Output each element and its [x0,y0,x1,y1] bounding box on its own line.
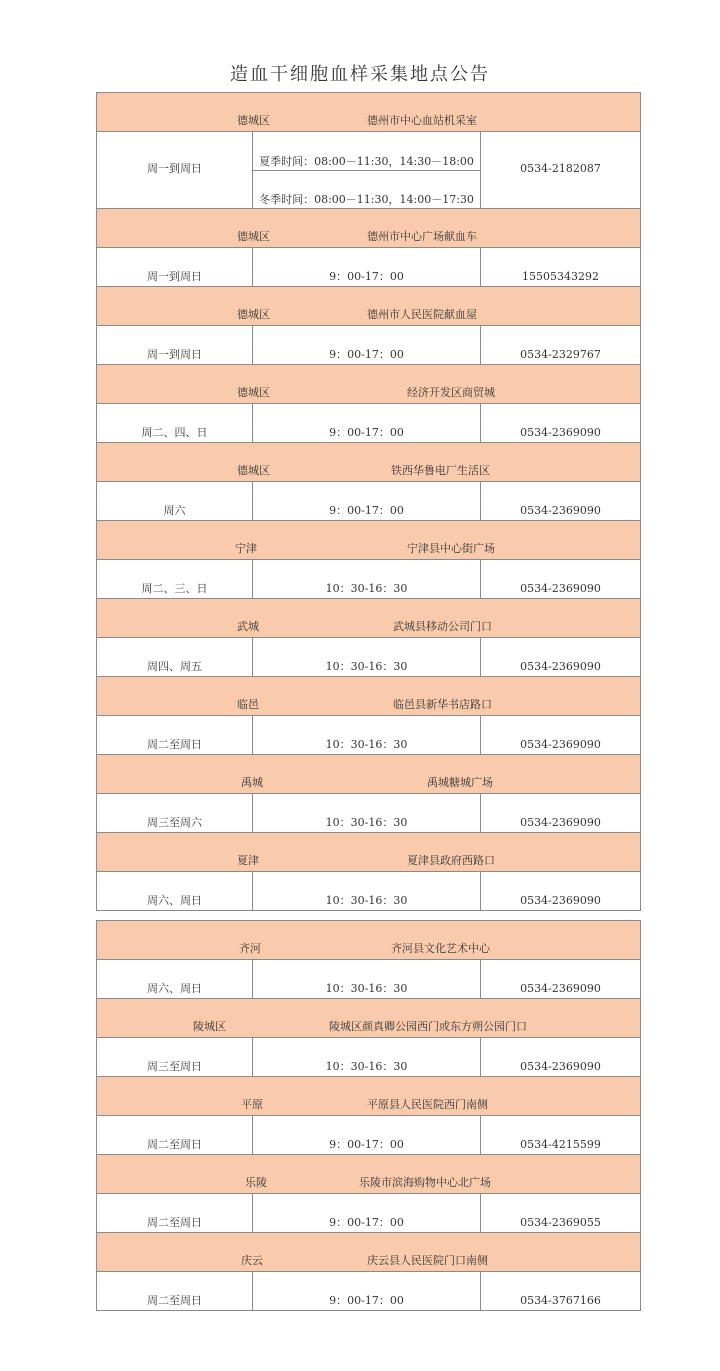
time-text: 10：30-16：30 [325,738,408,751]
location-name: 庆云县人民医院门口南侧 [367,1254,488,1267]
location-header-row [97,93,641,132]
location-header-row [97,287,641,326]
schedule-table-2 [96,920,641,1311]
location-header-cell [97,1233,641,1272]
schedule-row [97,1272,641,1311]
location-header-row [97,209,641,248]
days-cell [97,1116,253,1155]
days-cell [97,794,253,833]
days-cell [97,872,253,911]
phone-cell [481,794,641,833]
location-header-row [97,443,641,482]
summer-time-text: 夏季时间：08:00－11:30，14:30－18:00 [259,155,474,168]
schedule-row [97,960,641,999]
time-text: 9：00-17：00 [329,1216,404,1229]
location-name: 齐河县文化艺术中心 [391,942,490,955]
location-header-cell [97,209,641,248]
phone-text: 0534-2369090 [520,982,601,995]
days-text: 周二、四、日 [141,426,208,439]
time-text: 10：30-16：30 [325,894,408,907]
days-cell [97,248,253,287]
district-name: 庆云 [241,1254,263,1267]
schedule-row [97,872,641,911]
district-name: 夏津 [237,854,259,867]
time-cell [253,638,481,677]
location-header-cell [97,521,641,560]
time-cell [253,872,481,911]
phone-cell [481,482,641,521]
phone-cell [481,560,641,599]
days-text: 周四、周五 [147,660,202,673]
days-text: 周一到周日 [147,162,202,175]
location-name: 德州市中心广场献血车 [367,230,477,243]
district-name: 乐陵 [245,1176,267,1189]
schedule-row [97,560,641,599]
schedule-row [97,638,641,677]
days-cell [97,1272,253,1311]
location-header-row [97,677,641,716]
schedule-row [97,404,641,443]
district-name: 德城区 [237,114,270,127]
schedule-row [97,1116,641,1155]
days-cell [97,132,253,209]
phone-cell [481,1272,641,1311]
phone-text: 0534-2369090 [520,1060,601,1073]
time-cell [253,794,481,833]
location-header-cell [97,287,641,326]
days-text: 周一到周日 [147,270,202,283]
district-name: 德城区 [237,464,270,477]
schedule-row [97,326,641,365]
location-header-row [97,1155,641,1194]
days-text: 周六、周日 [147,894,202,907]
days-cell [97,716,253,755]
phone-cell [481,872,641,911]
time-cell [253,404,481,443]
time-cell [253,1116,481,1155]
schedule-row [97,794,641,833]
district-name: 齐河 [239,942,261,955]
location-header-cell [97,1155,641,1194]
phone-text: 0534-2369090 [520,426,601,439]
phone-text: 0534-2369090 [520,504,601,517]
location-name: 乐陵市滨海购物中心北广场 [359,1176,491,1189]
days-cell [97,638,253,677]
district-name: 德城区 [237,308,270,321]
schedule-row [97,716,641,755]
time-cell [253,326,481,365]
schedule-row [97,248,641,287]
time-text: 10：30-16：30 [325,1060,408,1073]
district-name: 德城区 [237,386,270,399]
location-header-cell [97,921,641,960]
phone-text: 0534-2182087 [520,162,601,175]
time-cell [253,716,481,755]
days-cell [97,560,253,599]
district-name: 武城 [237,620,259,633]
phone-text: 0534-2369090 [520,816,601,829]
phone-text: 0534-2329767 [520,348,601,361]
location-name: 平原县人民医院西门南侧 [367,1098,488,1111]
location-name: 临邑县新华书店路口 [393,698,492,711]
time-text: 9：00-17：00 [329,270,404,283]
location-header-cell [97,365,641,404]
days-text: 周二、三、日 [141,582,208,595]
district-name: 陵城区 [193,1020,226,1033]
days-text: 周二至周日 [147,1294,202,1307]
district-name: 宁津 [235,542,257,555]
schedule-table-1 [96,92,641,911]
days-cell [97,1194,253,1233]
schedule-row [97,1038,641,1077]
schedule-row [97,482,641,521]
winter-time-text: 冬季时间：08:00－11:30，14:00－17:30 [259,193,474,206]
district-name: 禹城 [241,776,263,789]
location-header-row [97,599,641,638]
time-cell [253,960,481,999]
location-header-cell [97,677,641,716]
location-header-row [97,755,641,794]
schedule-row [97,132,641,209]
days-text: 周六 [163,504,186,517]
phone-text: 0534-2369055 [520,1216,601,1229]
days-text: 周三至周六 [147,816,202,829]
time-text: 9：00-17：00 [329,1138,404,1151]
time-text: 9：00-17：00 [329,504,404,517]
time-text: 10：30-16：30 [325,982,408,995]
location-header-cell [97,93,641,132]
days-text: 周三至周日 [147,1060,202,1073]
days-text: 周二至周日 [147,738,202,751]
location-name: 经济开发区商贸城 [407,386,495,399]
time-text: 10：30-16：30 [325,660,408,673]
phone-cell [481,326,641,365]
days-text: 周一到周日 [147,348,202,361]
time-text: 9：00-17：00 [329,1294,404,1307]
location-header-cell [97,755,641,794]
time-cell [253,1272,481,1311]
time-cell [253,1194,481,1233]
time-cell [253,482,481,521]
location-header-cell [97,999,641,1038]
time-text: 10：30-16：30 [325,816,408,829]
location-header-row [97,833,641,872]
days-cell [97,404,253,443]
time-cell [253,132,481,209]
location-name: 夏津县政府西路口 [407,854,495,867]
phone-text: 0534-2369090 [520,894,601,907]
location-header-row [97,921,641,960]
location-header-row [97,521,641,560]
phone-text: 0534-4215599 [520,1138,601,1151]
phone-cell [481,716,641,755]
district-name: 德城区 [237,230,270,243]
phone-text: 0534-2369090 [520,660,601,673]
days-cell [97,1038,253,1077]
location-name: 陵城区颜真卿公园西门或东方朔公园门口 [329,1020,527,1033]
location-name: 德州市人民医院献血屋 [367,308,477,321]
district-name: 平原 [241,1098,263,1111]
location-header-cell [97,1077,641,1116]
schedule-row [97,1194,641,1233]
phone-cell [481,248,641,287]
phone-text: 15505343292 [522,270,599,283]
phone-cell [481,1194,641,1233]
days-text: 周六、周日 [147,982,202,995]
location-header-row [97,1233,641,1272]
phone-cell [481,638,641,677]
days-cell [97,960,253,999]
location-name: 德州市中心血站机采室 [367,114,477,127]
time-divider [253,170,480,171]
location-header-row [97,1077,641,1116]
page-title: 造血干细胞血样采集地点公告 [230,64,490,85]
location-name: 武城县移动公司门口 [393,620,492,633]
location-header-cell [97,443,641,482]
days-cell [97,326,253,365]
time-text: 9：00-17：00 [329,426,404,439]
days-text: 周二至周日 [147,1216,202,1229]
location-name: 宁津县中心街广场 [407,542,495,555]
phone-cell [481,404,641,443]
phone-cell [481,960,641,999]
time-cell [253,248,481,287]
phone-cell [481,132,641,209]
days-cell [97,482,253,521]
days-text: 周二至周日 [147,1138,202,1151]
location-header-row [97,999,641,1038]
location-header-cell [97,599,641,638]
phone-text: 0534-2369090 [520,582,601,595]
time-text: 10：30-16：30 [325,582,408,595]
phone-text: 0534-2369090 [520,738,601,751]
location-header-cell [97,833,641,872]
time-text: 9：00-17：00 [329,348,404,361]
phone-text: 0534-3767166 [520,1294,601,1307]
time-cell [253,1038,481,1077]
location-header-row [97,365,641,404]
location-name: 禹城糖城广场 [427,776,493,789]
district-name: 临邑 [237,698,259,711]
location-name: 铁西华鲁电厂生活区 [391,464,490,477]
phone-cell [481,1038,641,1077]
phone-cell [481,1116,641,1155]
time-cell [253,560,481,599]
